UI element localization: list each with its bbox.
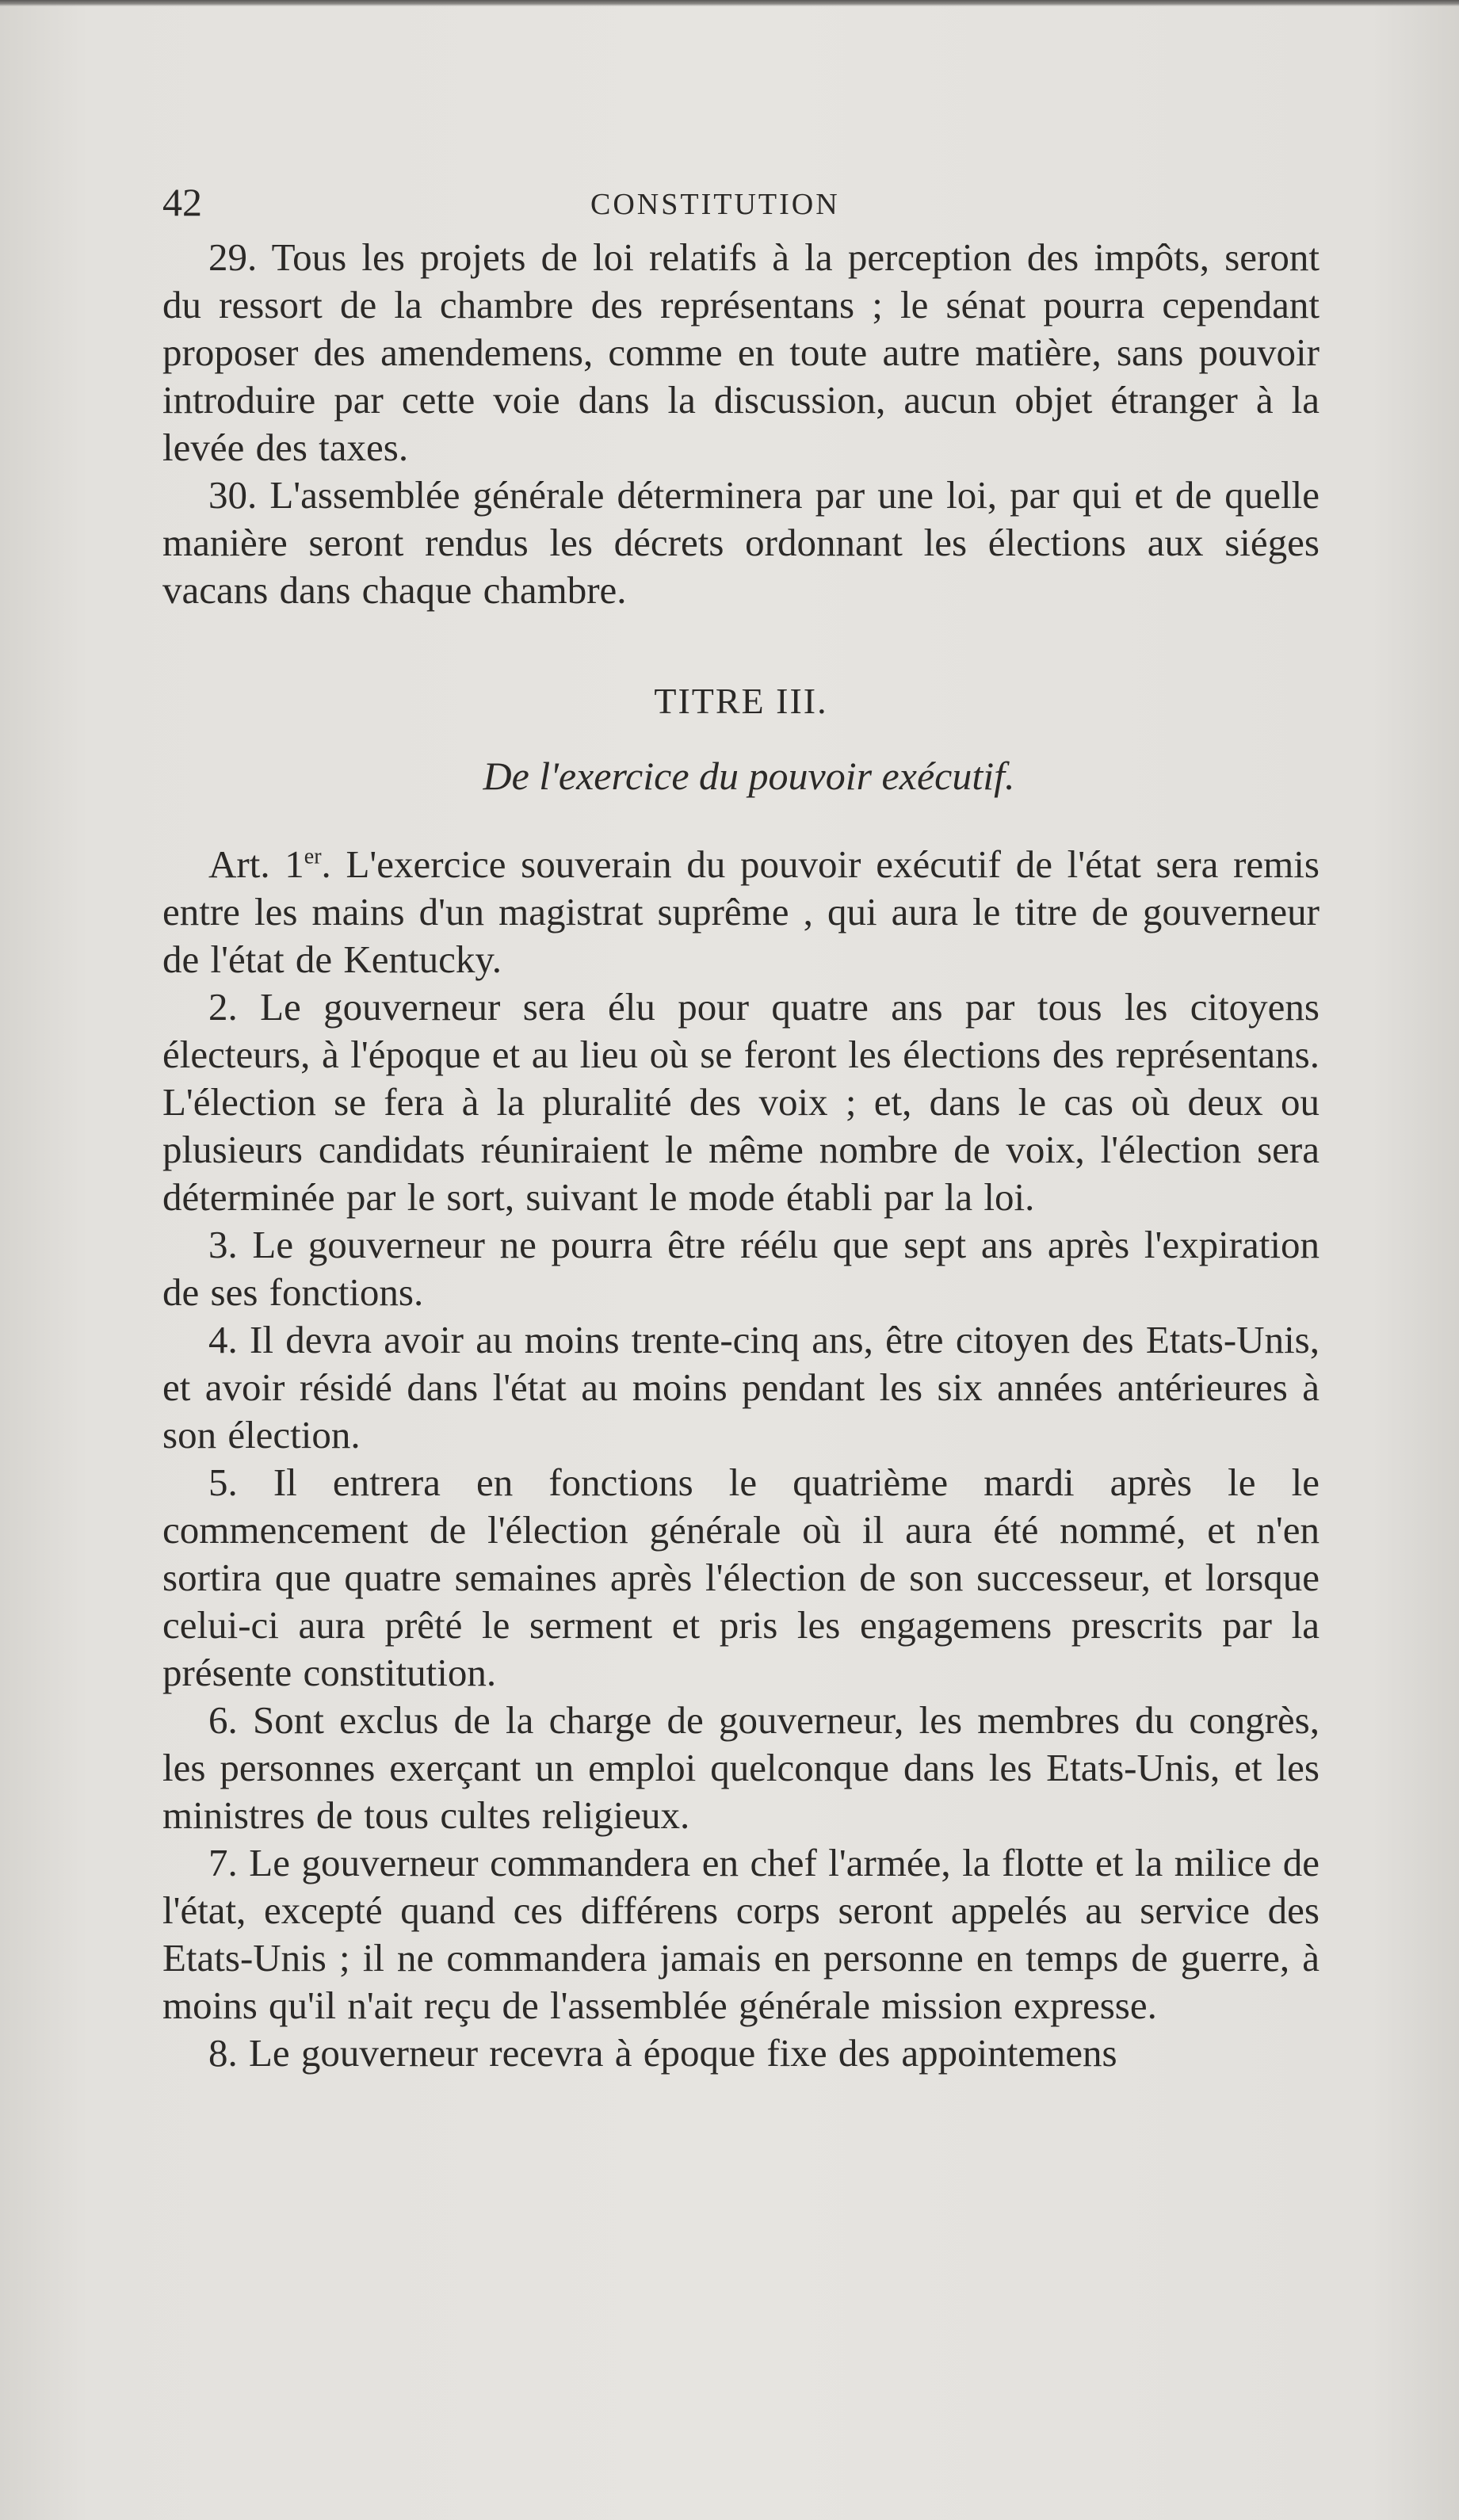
running-head	[162, 178, 1320, 234]
paragraph-2: 2. Le gouverneur sera élu pour quatre ans par tous les citoyens électeurs, à l'époque et au lieu où se feront les élections des représentans. L'élection se fera à la pluralité des voix ; et, dans le cas où deux ou plusieurs candidats réuniraient le même nombre de voix, l'élection sera déterminée par le sort, suivant le mode établi par la loi.	[162, 985, 1320, 1219]
article-1-superscript: er	[304, 844, 322, 869]
paragraph-30: 30. L'assemblée générale déterminera par une loi, par qui et de quelle manière seront rendus les décrets ordonnant les élections aux siéges vacans dans chaque chambre.	[162, 473, 1320, 612]
paragraph-5: 5. Il entrera en fonctions le quatrième mardi après le le commencement de l'élection générale où il aura été nommé, et n'en sortira que quatre semaines après l'élection de son successeur, et lorsque celui-ci aura prêté le serment et pris les engagemens prescrits par la présente constitution.	[162, 1460, 1320, 1694]
paragraph-4: 4. Il devra avoir au moins trente-cinq ans, être citoyen des Etats-Unis, et avoir résidé dans l'état au moins pendant les six années antérieures à son élection.	[162, 1318, 1320, 1457]
page-number: 42	[162, 180, 202, 224]
paragraph-6: 6. Sont exclus de la charge de gouverneur, les membres du congrès, les personnes exerçant un emploi quelconque dans les Etats-Unis, et les ministres de tous cultes religieux.	[162, 1698, 1320, 1837]
section-subtitle: De l'exercice du pouvoir exécutif.	[483, 754, 1015, 798]
running-title: CONSTITUTION	[590, 188, 840, 221]
paragraph-29: 29. Tous les projets de loi relatifs à la perception des impôts, seront du ressort de la chambre des représentans ; le sénat pourra cependant proposer des amendemens, comme en toute autre matière, sans pouvoir introduire par cette voie dans la discussion, aucun objet étranger à la levée des taxes.	[162, 235, 1320, 469]
article-1	[162, 841, 1320, 983]
section-title: TITRE III.	[654, 681, 828, 721]
paragraph-7: 7. Le gouverneur commandera en chef l'armée, la flotte et la milice de l'état, excepté quand ces différens corps seront appelés au service des Etats-Unis ; il ne commandera jamais en personne en temps de guerre, à moins qu'il n'ait reçu de l'assemblée générale mission expresse.	[162, 1841, 1320, 2027]
paragraph-3: 3. Le gouverneur ne pourra être réélu que sept ans après l'expiration de ses fonctions.	[162, 1223, 1320, 1314]
text-block	[162, 178, 1320, 2077]
page-top-edge	[0, 0, 1459, 6]
article-1-text: . L'exercice souverain du pouvoir exécutif de l'état sera remis entre les mains d'un magistrat suprême , qui aura le titre de gouverneur de l'état de Kentucky.	[162, 842, 1320, 981]
article-1-prefix: Art. 1	[208, 842, 304, 886]
paragraph-8: 8. Le gouverneur recevra à époque fixe des appointemens	[208, 2031, 1117, 2075]
